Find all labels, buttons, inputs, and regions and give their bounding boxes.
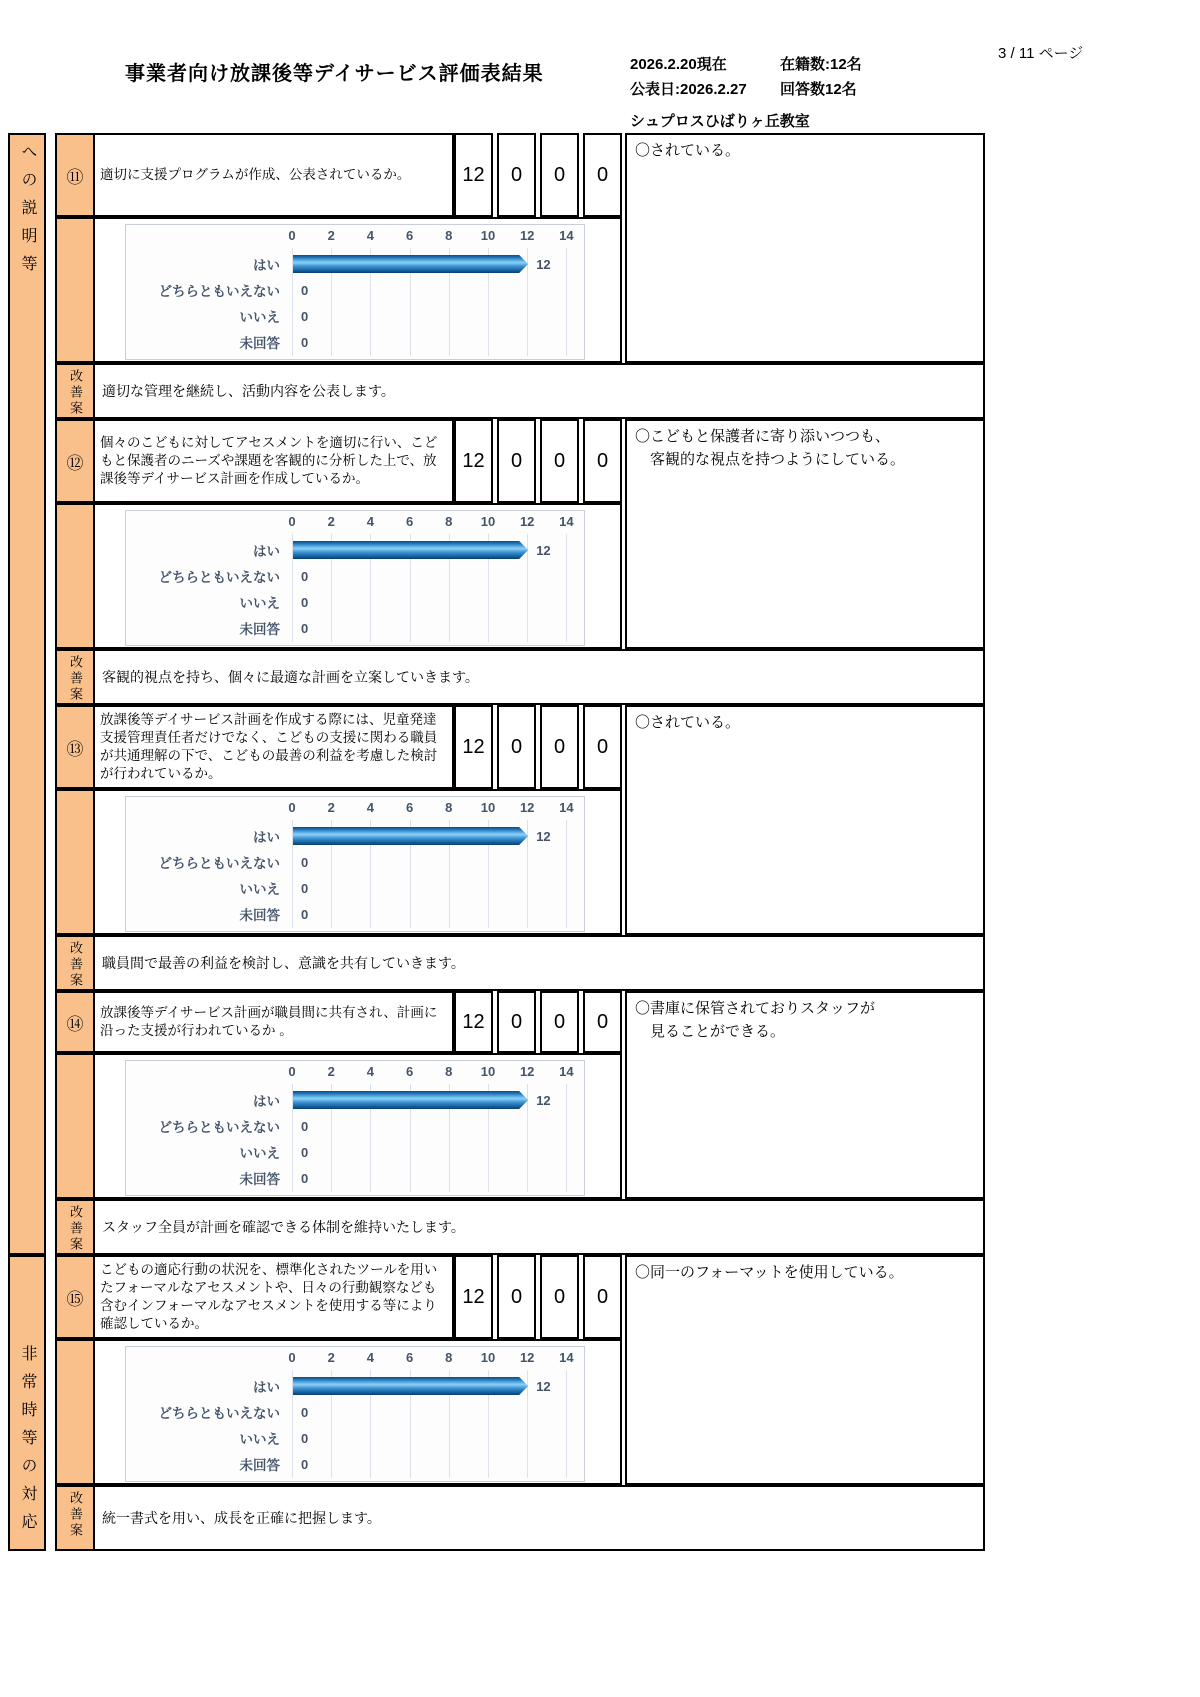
comment-cell bbox=[625, 991, 985, 1199]
score-cell: 0 bbox=[497, 705, 536, 789]
score-cell: 0 bbox=[497, 419, 536, 503]
kaizen-label: 改善案 bbox=[55, 363, 95, 419]
chart-category-label: どちらともいえない bbox=[158, 1406, 280, 1421]
item-number: ⑭ bbox=[55, 991, 95, 1053]
enrolled-count: 在籍数:12名 bbox=[780, 56, 862, 73]
chart-gridline bbox=[566, 820, 567, 928]
score-cell: 12 bbox=[454, 991, 493, 1053]
chart-value-label: 0 bbox=[301, 568, 309, 584]
score-cell: 0 bbox=[583, 1255, 622, 1339]
chart-axis-tick: 4 bbox=[366, 514, 375, 529]
response-chart bbox=[125, 1346, 585, 1482]
chart-axis-tick: 10 bbox=[480, 228, 496, 243]
chart-cell bbox=[93, 503, 622, 649]
item-number: ⑮ bbox=[55, 1255, 95, 1339]
chart-axis-tick: 6 bbox=[405, 228, 414, 243]
chart-value-label: 0 bbox=[301, 594, 309, 610]
chart-value-label: 0 bbox=[301, 620, 309, 636]
evaluation-table bbox=[8, 133, 985, 1551]
chart-value-label: 0 bbox=[301, 1118, 309, 1134]
page-number: 3 / 11 ページ bbox=[998, 45, 1084, 62]
chart-axis-tick: 14 bbox=[559, 228, 574, 243]
comment-cell bbox=[625, 1255, 985, 1485]
kaizen-label: 改善案 bbox=[55, 649, 95, 705]
sidebar-fill-cell bbox=[55, 503, 95, 649]
chart-category-label: はい bbox=[253, 1094, 280, 1109]
chart-value-label: 0 bbox=[301, 880, 309, 896]
chart-axis-tick: 0 bbox=[288, 228, 296, 243]
question-text bbox=[93, 133, 454, 217]
kaizen-text: 適切な管理を継続し、活動内容を公表します。 bbox=[93, 363, 985, 419]
item-number: ⑪ bbox=[55, 133, 95, 217]
response-chart bbox=[125, 796, 585, 932]
chart-bar bbox=[293, 827, 528, 845]
chart-category-label: 未回答 bbox=[239, 1458, 280, 1473]
chart-gridline bbox=[566, 1370, 567, 1478]
chart-cell bbox=[93, 1053, 622, 1199]
chart-value-label: 12 bbox=[536, 828, 551, 844]
chart-category-label: 未回答 bbox=[239, 908, 280, 923]
chart-axis-tick: 12 bbox=[519, 228, 535, 243]
publish-date: 公表日:2026.2.27 bbox=[630, 81, 747, 98]
chart-category-label: 未回答 bbox=[239, 1172, 280, 1187]
chart-value-label: 0 bbox=[301, 1170, 309, 1186]
score-cell: 0 bbox=[497, 133, 536, 217]
score-cell: 0 bbox=[583, 991, 622, 1053]
score-cell: 12 bbox=[454, 133, 493, 217]
chart-value-label: 0 bbox=[301, 334, 309, 350]
chart-category-label: どちらともいえない bbox=[158, 1120, 280, 1135]
chart-gridline bbox=[292, 248, 293, 356]
comment-line: 〇こどもと保護者に寄り添いつつも、 bbox=[635, 428, 891, 445]
chart-axis-tick: 12 bbox=[519, 514, 535, 529]
response-count: 回答数12名 bbox=[780, 81, 857, 98]
chart-category-label: いいえ bbox=[239, 310, 280, 325]
chart-cell bbox=[93, 1339, 622, 1485]
chart-axis-tick: 6 bbox=[405, 1350, 414, 1365]
chart-axis-tick: 8 bbox=[445, 1064, 453, 1079]
chart-category-label: いいえ bbox=[239, 1146, 280, 1161]
chart-axis-tick: 4 bbox=[366, 1064, 375, 1079]
chart-axis-tick: 2 bbox=[327, 1064, 335, 1079]
chart-category-label: いいえ bbox=[239, 1432, 280, 1447]
chart-category-label: いいえ bbox=[239, 596, 280, 611]
question-label: 放課後等デイサービス計画を作成する際には、児童発達支援管理責任者だけでなく、こどもの支援に関わる職員が共通理解の下で、こどもの最善の利益を考慮した検討が行われているか。 bbox=[100, 712, 438, 781]
kaizen-row bbox=[8, 935, 985, 991]
chart-value-label: 12 bbox=[536, 1092, 551, 1108]
chart-axis-tick: 2 bbox=[327, 800, 335, 815]
chart-axis-tick: 8 bbox=[445, 800, 453, 815]
chart-category-label: はい bbox=[253, 258, 280, 273]
chart-axis-tick: 8 bbox=[445, 514, 453, 529]
comment-line: 〇同一のフォーマットを使用している。 bbox=[635, 1264, 904, 1281]
chart-axis-tick: 6 bbox=[405, 800, 414, 815]
score-cell: 12 bbox=[454, 1255, 493, 1339]
chart-axis-tick: 2 bbox=[327, 1350, 335, 1365]
chart-axis-tick: 4 bbox=[366, 800, 375, 815]
chart-axis-tick: 12 bbox=[519, 800, 535, 815]
chart-value-label: 0 bbox=[301, 282, 309, 298]
score-cell: 0 bbox=[497, 991, 536, 1053]
score-cell: 0 bbox=[540, 991, 579, 1053]
chart-bar bbox=[293, 1377, 528, 1395]
question-label: 放課後等デイサービス計画が職員間に共有され、計画に沿った支援が行われているか 。 bbox=[100, 1005, 438, 1038]
chart-gridline bbox=[566, 534, 567, 642]
chart-axis-tick: 10 bbox=[480, 514, 496, 529]
chart-axis-tick: 12 bbox=[519, 1064, 535, 1079]
comment-cell bbox=[625, 705, 985, 935]
response-chart bbox=[125, 224, 585, 360]
score-cell: 0 bbox=[540, 705, 579, 789]
chart-value-label: 0 bbox=[301, 854, 309, 870]
chart-axis-tick: 8 bbox=[445, 1350, 453, 1365]
evaluation-item bbox=[8, 419, 985, 705]
chart-axis-tick: 10 bbox=[480, 800, 496, 815]
sidebar-fill-cell bbox=[55, 1053, 95, 1199]
chart-axis-tick: 0 bbox=[288, 800, 296, 815]
chart-axis-tick: 10 bbox=[480, 1064, 496, 1079]
response-chart bbox=[125, 510, 585, 646]
as-of-date: 2026.2.20現在 bbox=[630, 56, 727, 73]
score-cell: 0 bbox=[540, 419, 579, 503]
kaizen-text: 客観的視点を持ち、個々に最適な計画を立案していきます。 bbox=[93, 649, 985, 705]
kaizen-text: 統一書式を用い、成長を正確に把握します。 bbox=[93, 1485, 985, 1551]
chart-value-label: 0 bbox=[301, 1430, 309, 1446]
comment-line: 見ることができる。 bbox=[635, 1023, 786, 1041]
comment-line: 〇書庫に保管されておりスタッフが bbox=[635, 1000, 876, 1017]
chart-axis-tick: 0 bbox=[288, 1064, 296, 1079]
question-text bbox=[93, 419, 454, 503]
sidebar-fill-cell bbox=[55, 1339, 95, 1485]
kaizen-row bbox=[8, 363, 985, 419]
chart-value-label: 0 bbox=[301, 906, 309, 922]
chart-gridline bbox=[566, 248, 567, 356]
chart-axis-tick: 14 bbox=[559, 1064, 574, 1079]
chart-axis-tick: 0 bbox=[288, 514, 296, 529]
chart-gridline bbox=[566, 1084, 567, 1192]
chart-cell bbox=[93, 789, 622, 935]
score-cell: 0 bbox=[583, 133, 622, 217]
chart-axis-tick: 8 bbox=[445, 228, 453, 243]
chart-category-label: いいえ bbox=[239, 882, 280, 897]
chart-axis-tick: 6 bbox=[405, 1064, 414, 1079]
chart-axis-tick: 2 bbox=[327, 228, 335, 243]
evaluation-item bbox=[8, 133, 985, 419]
question-label: 適切に支援プログラムが作成、公表されているか。 bbox=[100, 167, 411, 183]
sidebar-section-explanation: への説明等 bbox=[8, 133, 46, 1255]
kaizen-text: 職員間で最善の利益を検討し、意識を共有していきます。 bbox=[93, 935, 985, 991]
kaizen-row bbox=[8, 649, 985, 705]
score-cell: 12 bbox=[454, 419, 493, 503]
chart-category-label: はい bbox=[253, 830, 280, 845]
chart-category-label: はい bbox=[253, 1380, 280, 1395]
kaizen-row bbox=[8, 1485, 985, 1551]
chart-value-label: 0 bbox=[301, 1144, 309, 1160]
chart-category-label: 未回答 bbox=[239, 336, 280, 351]
comment-line: 〇されている。 bbox=[635, 142, 741, 159]
chart-value-label: 12 bbox=[536, 256, 551, 272]
chart-gridline bbox=[292, 1370, 293, 1478]
score-cell: 12 bbox=[454, 705, 493, 789]
chart-category-label: どちらともいえない bbox=[158, 856, 280, 871]
chart-value-label: 12 bbox=[536, 542, 551, 558]
score-cell: 0 bbox=[583, 705, 622, 789]
chart-axis-tick: 12 bbox=[519, 1350, 535, 1365]
question-label: こどもの適応行動の状況を、標準化されたツールを用いたフォーマルなアセスメントや、日々の行動観察なども含むインフォーマルなアセスメントを使用する等により確認しているか。 bbox=[100, 1262, 438, 1331]
question-text bbox=[93, 991, 454, 1053]
chart-gridline bbox=[292, 820, 293, 928]
chart-axis-tick: 14 bbox=[559, 514, 574, 529]
facility-name: シュプロスひばりヶ丘教室 bbox=[630, 113, 810, 130]
chart-axis-tick: 14 bbox=[559, 1350, 574, 1365]
kaizen-row bbox=[8, 1199, 985, 1255]
comment-line: 〇されている。 bbox=[635, 714, 741, 731]
chart-axis-tick: 10 bbox=[480, 1350, 496, 1365]
chart-axis-tick: 4 bbox=[366, 1350, 375, 1365]
chart-value-label: 0 bbox=[301, 1404, 309, 1420]
chart-cell bbox=[93, 217, 622, 363]
score-cell: 0 bbox=[497, 1255, 536, 1339]
question-text bbox=[93, 1255, 454, 1339]
score-cell: 0 bbox=[540, 1255, 579, 1339]
sidebar-section-emergency: 非常時等の対応 bbox=[8, 1255, 46, 1551]
score-cell: 0 bbox=[583, 419, 622, 503]
chart-gridline bbox=[292, 534, 293, 642]
sidebar-fill-cell bbox=[55, 789, 95, 935]
chart-gridline bbox=[292, 1084, 293, 1192]
chart-bar bbox=[293, 255, 528, 273]
kaizen-label: 改善案 bbox=[55, 1485, 95, 1551]
kaizen-text: スタッフ全員が計画を確認できる体制を維持いたします。 bbox=[93, 1199, 985, 1255]
comment-cell bbox=[625, 133, 985, 363]
item-number: ⑬ bbox=[55, 705, 95, 789]
comment-line: 客観的な視点を持つようにしている。 bbox=[635, 451, 906, 469]
evaluation-item bbox=[8, 1255, 985, 1551]
question-text bbox=[93, 705, 454, 789]
chart-value-label: 12 bbox=[536, 1378, 551, 1394]
chart-value-label: 0 bbox=[301, 1456, 309, 1472]
kaizen-label: 改善案 bbox=[55, 935, 95, 991]
sidebar-fill-cell bbox=[55, 217, 95, 363]
chart-axis-tick: 6 bbox=[405, 514, 414, 529]
response-chart bbox=[125, 1060, 585, 1196]
chart-bar bbox=[293, 1091, 528, 1109]
kaizen-label: 改善案 bbox=[55, 1199, 95, 1255]
item-number: ⑫ bbox=[55, 419, 95, 503]
header-meta bbox=[630, 53, 862, 99]
chart-category-label: どちらともいえない bbox=[158, 284, 280, 299]
document-title: 事業者向け放課後等デイサービス評価表結果 bbox=[125, 63, 544, 85]
chart-axis-tick: 2 bbox=[327, 514, 335, 529]
question-label: 個々のこどもに対してアセスメントを適切に行い、こどもと保護者のニーズや課題を客観的に分析した上で、放課後等デイサービス計画を作成しているか。 bbox=[100, 435, 438, 486]
evaluation-item bbox=[8, 991, 985, 1255]
score-cell: 0 bbox=[540, 133, 579, 217]
evaluation-item bbox=[8, 705, 985, 991]
chart-bar bbox=[293, 541, 528, 559]
chart-axis-tick: 0 bbox=[288, 1350, 296, 1365]
chart-category-label: どちらともいえない bbox=[158, 570, 280, 585]
chart-value-label: 0 bbox=[301, 308, 309, 324]
comment-cell bbox=[625, 419, 985, 649]
chart-axis-tick: 14 bbox=[559, 800, 574, 815]
chart-category-label: はい bbox=[253, 544, 280, 559]
chart-category-label: 未回答 bbox=[239, 622, 280, 637]
chart-axis-tick: 4 bbox=[366, 228, 375, 243]
items-container bbox=[8, 133, 985, 1551]
